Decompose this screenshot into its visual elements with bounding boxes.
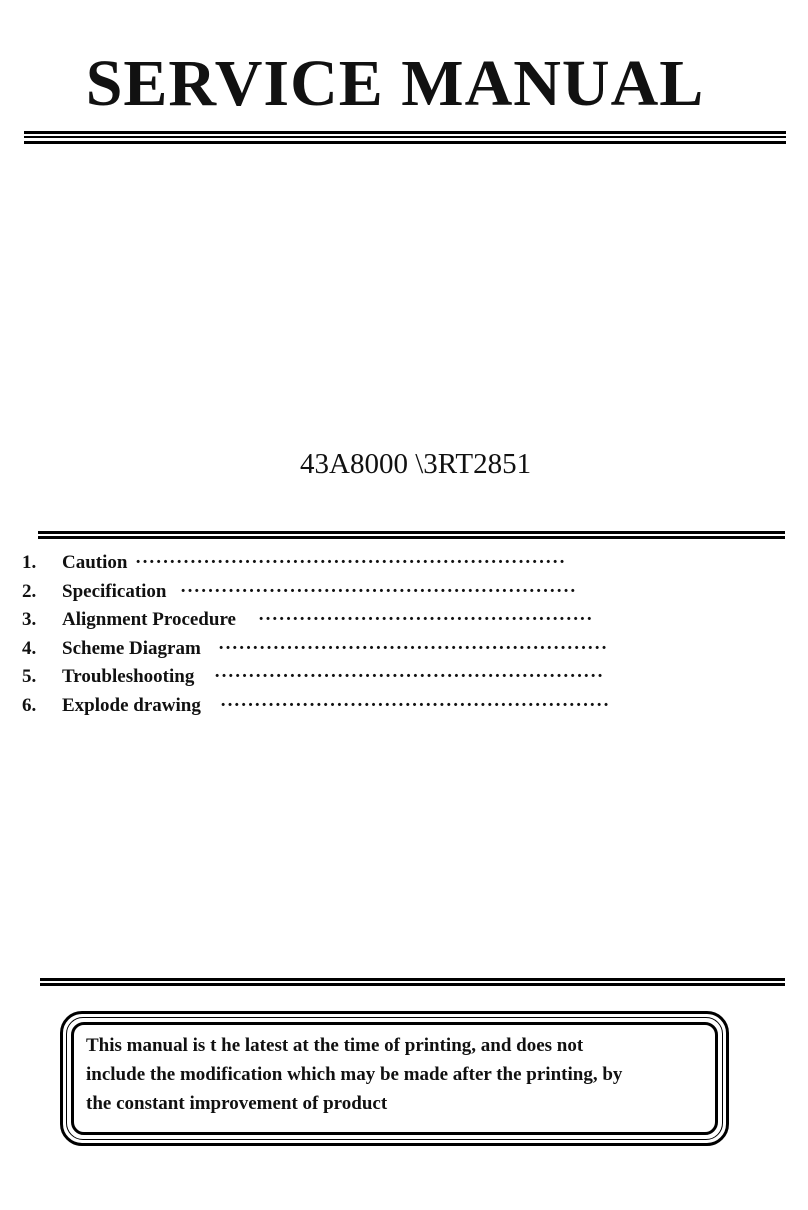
toc-item-label: Caution: [62, 552, 128, 573]
toc-leader-dots: ·······························································: [135, 552, 566, 573]
bottom-divider: [40, 978, 785, 981]
toc-leader-dots: ·················································: [258, 609, 593, 630]
title-divider: [24, 136, 786, 138]
toc-item-explode-drawing: [22, 691, 762, 720]
notice-text: [86, 1031, 716, 1118]
toc-item-number: 3.: [22, 609, 37, 630]
toc-item-number: 4.: [22, 637, 37, 659]
model-number: 43A8000 \3RT2851: [300, 448, 532, 480]
toc-item-troubleshooting: [22, 662, 762, 691]
toc-item-label: Scheme Diagram: [62, 637, 201, 659]
toc-top-divider: [38, 531, 785, 534]
toc-item-number: 5.: [22, 666, 37, 687]
toc-leader-dots: ·························································: [220, 694, 610, 716]
toc-item-number: 1.: [22, 552, 37, 573]
toc-item-label: Alignment Procedure: [62, 609, 236, 630]
toc-item-number: 2.: [22, 580, 37, 602]
table-of-contents: [22, 548, 762, 719]
toc-item-label: Specification: [62, 580, 167, 602]
toc-item-label: Troubleshooting: [62, 666, 195, 687]
page-title: SERVICE MANUAL: [85, 47, 705, 120]
toc-leader-dots: ·························································: [218, 637, 608, 659]
toc-item-specification: [22, 577, 762, 606]
notice-line: This manual is t he latest at the time of printing, and does not: [86, 1035, 584, 1056]
notice-line: include the modification which may be made after the printing, by: [86, 1064, 623, 1085]
toc-top-divider: [38, 536, 785, 539]
toc-item-caution: [22, 548, 762, 577]
bottom-divider: [40, 983, 785, 986]
title-divider: [24, 141, 786, 144]
toc-leader-dots: ··························································: [180, 580, 577, 602]
toc-item-scheme-diagram: [22, 634, 762, 663]
toc-item-label: Explode drawing: [62, 694, 201, 716]
title-divider: [24, 131, 786, 134]
toc-item-alignment-procedure: [22, 605, 762, 634]
notice-line: the constant improvement of product: [86, 1093, 388, 1114]
toc-leader-dots: ·························································: [214, 666, 604, 687]
toc-item-number: 6.: [22, 694, 37, 716]
